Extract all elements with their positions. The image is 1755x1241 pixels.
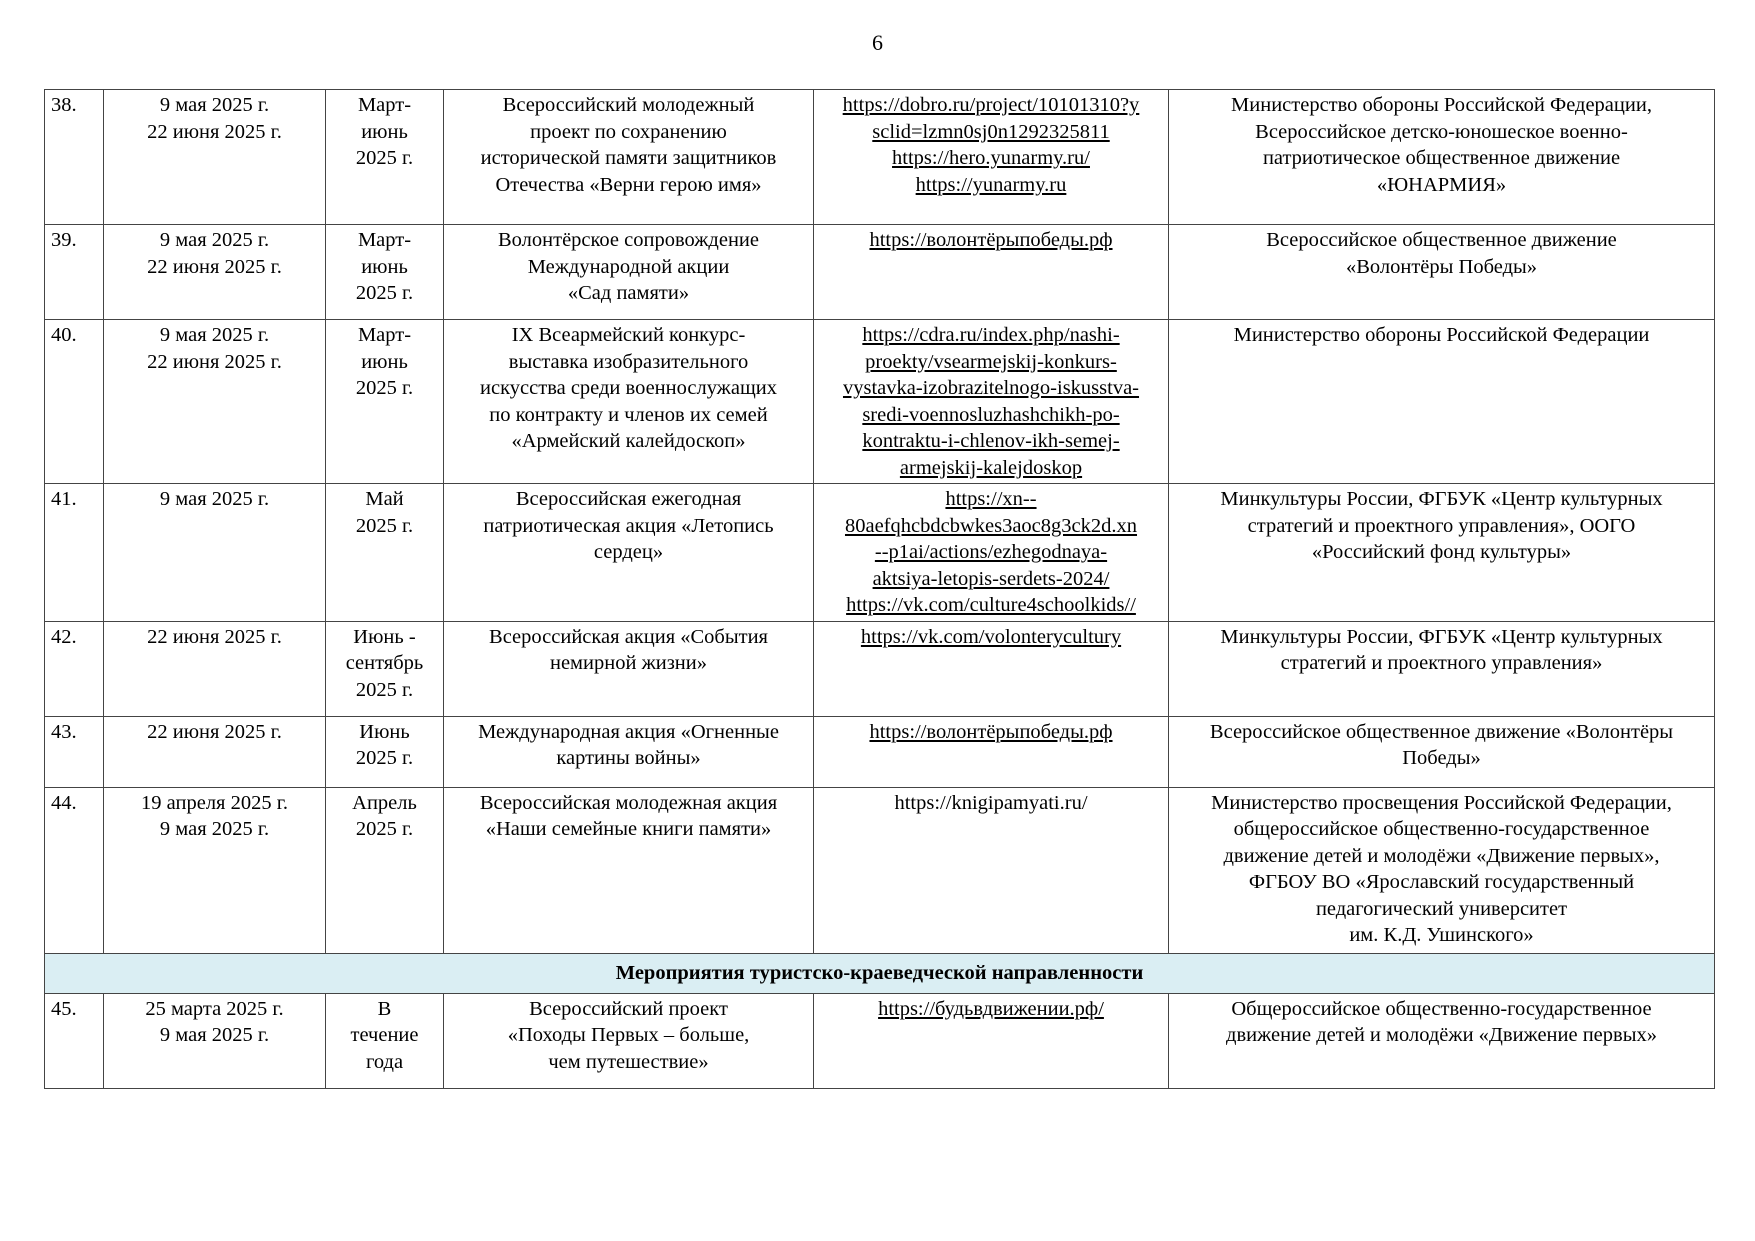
event-organizers-line: «Волонтёры Победы»: [1345, 255, 1538, 278]
event-dates-line: 22 июня 2025 г.: [147, 350, 282, 373]
event-link-line[interactable]: aktsiya-letopis-serdets-2024/: [872, 567, 1110, 590]
table-row: [45, 225, 1715, 320]
event-period: [326, 484, 444, 622]
event-title: [444, 716, 814, 787]
event-dates-line: 9 мая 2025 г.: [159, 818, 270, 840]
event-organizers-line: педагогический университет: [1315, 897, 1568, 920]
row-number: 44.: [45, 787, 104, 953]
event-link-line[interactable]: --p1ai/actions/ezhegodnaya-: [874, 541, 1108, 563]
event-organizers: [1169, 787, 1715, 953]
event-link-line[interactable]: https://волонтёрыпобеды.рф: [869, 720, 1113, 743]
event-period-line: июнь: [361, 350, 408, 373]
event-period: [326, 621, 444, 716]
event-title: [444, 787, 814, 953]
event-dates-line: 22 июня 2025 г.: [147, 255, 282, 278]
row-number: 41.: [45, 484, 104, 622]
event-link-line[interactable]: https://cdra.ru/index.php/nashi-: [862, 324, 1120, 346]
event-organizers: [1169, 716, 1715, 787]
events-table-body: [45, 90, 1715, 1089]
event-title-line: патриотическая акция «Летопись: [483, 514, 774, 537]
event-organizers-line: им. К.Д. Ушинского»: [1349, 924, 1534, 946]
event-link-line[interactable]: sredi-voennosluzhashchikh-po-: [862, 403, 1120, 426]
event-dates-line: 22 июня 2025 г.: [147, 120, 282, 143]
event-link-line[interactable]: https://vk.com/volonterycultury: [860, 625, 1122, 648]
event-link-line[interactable]: https://knigipamyati.ru/: [894, 791, 1088, 814]
row-number: 38.: [45, 90, 104, 225]
event-period-line: 2025 г.: [355, 282, 414, 304]
event-link: [814, 484, 1169, 622]
section-title: Мероприятия туристско-краеведческой направленности: [45, 953, 1715, 993]
event-period: [326, 320, 444, 484]
event-organizers-line: «Российский фонд культуры»: [1311, 541, 1572, 563]
table-row: [45, 484, 1715, 622]
event-dates-line: 25 марта 2025 г.: [145, 997, 284, 1020]
event-dates-line: 9 мая 2025 г.: [159, 94, 270, 116]
event-link-line[interactable]: kontraktu-i-chlenov-ikh-semej-: [862, 430, 1120, 452]
event-organizers: [1169, 225, 1715, 320]
event-period-line: 2025 г.: [355, 377, 414, 399]
table-row: [45, 90, 1715, 225]
row-number: 43.: [45, 716, 104, 787]
event-link: [814, 225, 1169, 320]
row-number: 45.: [45, 993, 104, 1088]
event-period-line: Апрель: [352, 791, 417, 814]
event-organizers-line: общероссийское общественно-государственное: [1233, 818, 1650, 840]
event-period-line: 2025 г.: [355, 747, 414, 769]
event-title: [444, 993, 814, 1088]
event-dates-line: 22 июня 2025 г.: [147, 625, 282, 648]
event-link-line[interactable]: https://будьвдвижении.рф/: [878, 997, 1104, 1020]
event-link-line[interactable]: https://волонтёрыпобеды.рф: [869, 229, 1113, 251]
table-row: [45, 320, 1715, 484]
event-organizers: [1169, 993, 1715, 1088]
event-title-line: сердец»: [593, 541, 664, 563]
event-period-line: 2025 г.: [355, 147, 414, 169]
event-organizers-line: Всероссийское детско-юношеское военно-: [1255, 120, 1628, 143]
event-title: [444, 484, 814, 622]
event-period-line: июнь: [361, 120, 408, 143]
event-organizers-line: Всероссийское общественное движение «Волонтёры: [1209, 720, 1674, 743]
event-organizers: [1169, 621, 1715, 716]
event-dates: [104, 716, 326, 787]
table-row: [45, 716, 1715, 787]
event-dates-line: 9 мая 2025 г.: [159, 488, 270, 510]
event-title-line: «Армейский калейдоскоп»: [511, 430, 746, 452]
event-period-line: сентябрь: [345, 652, 424, 674]
event-period: [326, 787, 444, 953]
event-title-line: Международная акция «Огненные: [478, 720, 779, 743]
event-period: [326, 225, 444, 320]
event-period: [326, 90, 444, 225]
event-title: [444, 621, 814, 716]
event-organizers-line: Министерство обороны Российской Федерации: [1233, 324, 1650, 346]
event-dates-line: 9 мая 2025 г.: [159, 324, 270, 346]
event-organizers-line: «ЮНАРМИЯ»: [1376, 173, 1507, 196]
event-period-line: Май: [365, 488, 404, 510]
event-period-line: Март-: [357, 94, 412, 116]
event-title-line: Всероссийский проект: [529, 997, 728, 1020]
event-period-line: Март-: [357, 229, 412, 251]
event-title: [444, 90, 814, 225]
event-organizers-line: Министерство просвещения Российской Федерации,: [1211, 791, 1672, 814]
row-number: 42.: [45, 621, 104, 716]
event-organizers-line: стратегий и проектного управления», ООГО: [1247, 514, 1636, 537]
event-period-line: Июнь -: [353, 625, 416, 648]
event-organizers: [1169, 320, 1715, 484]
event-title-line: Всероссийская акция «События: [489, 625, 768, 648]
event-link-line[interactable]: https://vk.com/culture4schoolkids//: [846, 594, 1136, 616]
event-link-line[interactable]: https://yunarmy.ru: [915, 173, 1067, 196]
table-row: [45, 621, 1715, 716]
event-title-line: Отечества «Верни герою имя»: [495, 173, 762, 196]
events-table: [44, 89, 1715, 1089]
event-organizers: [1169, 90, 1715, 225]
event-organizers-line: Минкультуры России, ФГБУК «Центр культурных: [1220, 625, 1663, 648]
event-period: [326, 716, 444, 787]
event-organizers-line: ФГБОУ ВО «Ярославский государственный: [1248, 871, 1635, 893]
event-organizers-line: движение детей и молодёжи «Движение первых»,: [1223, 844, 1660, 867]
event-dates-line: 22 июня 2025 г.: [147, 720, 282, 743]
event-link: [814, 993, 1169, 1088]
event-organizers-line: стратегий и проектного управления»: [1280, 652, 1603, 674]
event-period-line: года: [365, 1050, 404, 1073]
event-organizers-line: патриотическое общественное движение: [1262, 147, 1621, 169]
event-link: [814, 90, 1169, 225]
event-dates: [104, 621, 326, 716]
event-title-line: «Походы Первых – больше,: [507, 1024, 750, 1046]
event-dates: [104, 90, 326, 225]
event-title-line: чем путешествие»: [548, 1050, 709, 1073]
event-link-line[interactable]: https://hero.yunarmy.ru/: [892, 147, 1090, 169]
event-link-line[interactable]: https://dobro.ru/project/10101310?y: [842, 94, 1140, 116]
event-title-line: выставка изобразительного: [508, 350, 749, 373]
event-period: [326, 993, 444, 1088]
event-period-line: Март-: [357, 324, 412, 346]
event-link: [814, 716, 1169, 787]
table-row: [45, 787, 1715, 953]
event-dates: [104, 320, 326, 484]
event-link-line[interactable]: sclid=lzmn0sj0n1292325811: [872, 120, 1110, 143]
event-organizers-line: Минкультуры России, ФГБУК «Центр культурных: [1220, 488, 1663, 510]
event-title-line: картины войны»: [556, 747, 701, 769]
event-title-line: «Сад памяти»: [567, 282, 690, 304]
row-number: 39.: [45, 225, 104, 320]
event-period-line: течение: [350, 1024, 419, 1046]
event-organizers-line: движение детей и молодёжи «Движение первых»: [1226, 1024, 1657, 1046]
event-link: [814, 320, 1169, 484]
event-title-line: немирной жизни»: [549, 652, 707, 674]
event-title-line: «Наши семейные книги памяти»: [485, 818, 772, 840]
event-title-line: искусства среди военнослужащих: [480, 377, 777, 399]
event-dates: [104, 484, 326, 622]
event-link-line[interactable]: 80aefqhcbdcbwkes3aoc8g3ck2d.xn: [844, 514, 1138, 537]
event-link-line[interactable]: vystavka-izobrazitelnogo-iskusstva-: [842, 377, 1140, 399]
event-link: [814, 621, 1169, 716]
event-period-line: В: [377, 997, 392, 1020]
event-organizers: [1169, 484, 1715, 622]
event-dates: [104, 787, 326, 953]
event-title-line: IX Всеармейский конкурс-: [511, 324, 746, 346]
event-title-line: Всероссийский молодежный: [502, 94, 755, 116]
event-title-line: Волонтёрское сопровождение: [498, 229, 759, 251]
table-row: [45, 993, 1715, 1088]
event-link-line[interactable]: proekty/vsearmejskij-konkurs-: [865, 350, 1117, 373]
event-title-line: Всероссийская молодежная акция: [479, 791, 778, 814]
event-dates: [104, 225, 326, 320]
event-title-line: по контракту и членов их семей: [489, 403, 768, 426]
event-title: [444, 320, 814, 484]
event-organizers-line: Победы»: [1402, 747, 1481, 769]
event-period-line: Июнь: [359, 720, 410, 743]
event-dates: [104, 993, 326, 1088]
event-organizers-line: Всероссийское общественное движение: [1266, 229, 1617, 251]
section-header-row: [45, 953, 1715, 993]
event-period-line: 2025 г.: [355, 818, 414, 840]
event-link-line[interactable]: https://xn--: [945, 488, 1037, 510]
event-organizers-line: Общероссийское общественно-государственное: [1231, 997, 1652, 1020]
event-period-line: 2025 г.: [355, 514, 414, 537]
event-title-line: Всероссийская ежегодная: [515, 488, 742, 510]
event-organizers-line: Министерство обороны Российской Федерации,: [1231, 94, 1652, 116]
event-period-line: 2025 г.: [355, 678, 414, 701]
event-link-line[interactable]: armejskij-kalejdoskop: [899, 456, 1083, 479]
event-title: [444, 225, 814, 320]
event-dates-line: 9 мая 2025 г.: [159, 1024, 270, 1046]
row-number: 40.: [45, 320, 104, 484]
event-period-line: июнь: [361, 255, 408, 278]
event-dates-line: 19 апреля 2025 г.: [141, 791, 288, 814]
event-title-line: проект по сохранению: [530, 120, 727, 143]
page-number: 6: [872, 30, 883, 55]
event-title-line: исторической памяти защитников: [480, 147, 777, 169]
event-title-line: Международной акции: [527, 255, 730, 278]
event-dates-line: 9 мая 2025 г.: [159, 229, 270, 251]
event-link: [814, 787, 1169, 953]
